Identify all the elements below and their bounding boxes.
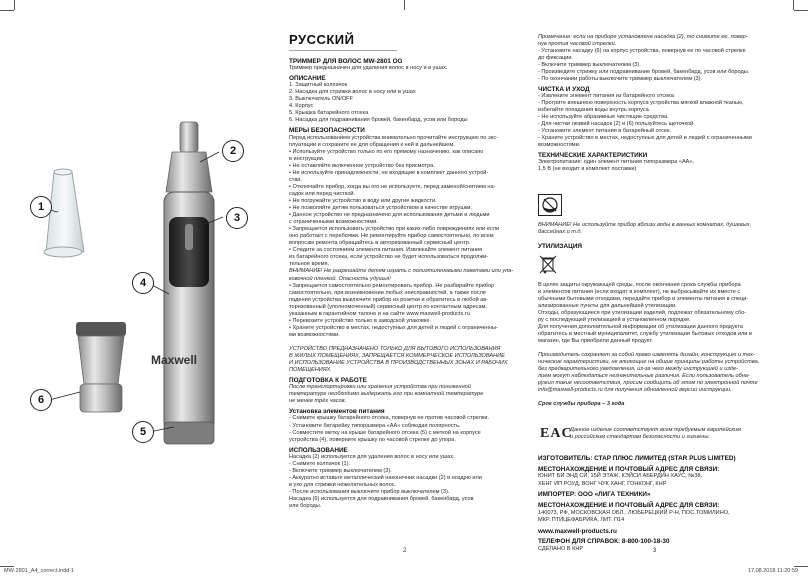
text-line: ЮНИТ БИ ЭНД СИ, 15Й ЭТАЖ, КЭЙСИ АБЕРДИН ХАУС, №38, <box>538 473 703 480</box>
crop-mark <box>0 566 14 567</box>
text-line: указанным в гарантийном талоне и на сайте www.maxwell-products.ru <box>289 310 470 317</box>
text-line: обратитесь в местный муниципалитет, службу утилизации бытовых отходов или в <box>538 331 752 337</box>
text-line: садок или перед чисткой. <box>289 190 356 197</box>
text-line: магазин, где Вы приобрели данный продукт. <box>538 338 653 344</box>
text-line: 5. Крышка батарейного отсека <box>289 110 369 117</box>
text-line: в ухо для стрижки нежелательных волос. <box>289 481 397 488</box>
text-line: • Не погружайте устройство в воду или другие жидкости. <box>289 197 437 204</box>
text-line: Электропитание: один элемент питания типоразмера «AA», <box>538 159 695 165</box>
text-line: - Снимите колпачок (1). <box>289 460 351 467</box>
text-line: • Используйте устройство только по его прямому назначению, как описано <box>289 148 484 155</box>
text-line: ми возможностями. <box>289 331 340 338</box>
notice-line: Производитель сохраняет за собой право изменять дизайн, конструкцию и тех- <box>538 352 755 358</box>
file-name: MW-2801_A4_correct.indd 1 <box>4 568 74 574</box>
text-line: - После использования выключите прибор выключателем (3). <box>289 488 450 495</box>
notice-line: И ИСПОЛЬЗОВАНИЕ УСТРОЙСТВА В ПРОИЗВОДСТВЕННЫХ ЗОНАХ И РАБОЧИХ <box>289 360 508 367</box>
text-line: с ограниченными возможностями. <box>289 219 378 226</box>
notice-line: лием могут наблюдаться незначительные различия. Если пользователь обна- <box>538 373 750 379</box>
text-line: • Запрещается самостоятельно ремонтировать прибор. Не разбирайте прибор <box>289 282 495 289</box>
text-line: - Включите триммер выключателем (3). <box>538 62 641 68</box>
text-line: 4. Корпус <box>289 103 314 110</box>
bath-warning: ВНИМАНИЕ! Не используйте прибор вблизи воды в ванных комнатах, душевых, <box>538 222 752 228</box>
service-life-line: Срок службы прибора – 3 года <box>538 401 625 407</box>
text-line: - Извлеките элемент питания из батарейного отсека <box>538 93 674 99</box>
text-line: 1,5 В (не входит в комплект поставки) <box>538 166 637 172</box>
text-line: Насадка (6) используется для подравнивания бровей, бакенбард, усов <box>289 496 474 502</box>
section-heading: МЕРЫ БЕЗОПАСНОСТИ <box>289 127 365 135</box>
notice-line: температуре необходимо выдержать его при комнатной температуре <box>289 391 484 398</box>
text-line: до фиксации. <box>538 55 574 61</box>
text-line: 3. Выключатель ON/OFF <box>289 96 354 103</box>
text-line: - Установите батарейку типоразмера «AA» соблюдая полярность. <box>289 422 461 429</box>
text-line: торизованный (уполномоченный) сервисный центр по контактным адресам, <box>289 303 487 310</box>
text-line: - Установите насадку (6) на корпус устройства, повернув ее по часовой стрелке <box>538 48 746 54</box>
text-line: самостоятельно, при возникновении любых неисправностей, а также после <box>289 289 486 296</box>
section-heading: ТЕЛЕФОН ДЛЯ СПРАВОК: 8-800-100-18-30 <box>538 538 670 546</box>
notice-line: не менее трёх часов. <box>289 398 347 405</box>
text-line: Триммер предназначен для удаления волос в носу и в ушах. <box>289 65 448 72</box>
text-line: - Снимите крышку батарейного отсека, повернув ее против часовой стрелки. <box>289 415 489 422</box>
text-line: • Не оставляйте включенное устройство без присмотра. <box>289 162 435 169</box>
notice-line: Примечание: если на приборе установлена насадка (2), то снимите ее, повер- <box>538 34 748 40</box>
text-line: и элементов питания (если входят в комплект), не выбрасывайте их вместе с <box>538 289 741 295</box>
text-line: СДЕЛАНО В КНР <box>538 546 584 552</box>
eac-mark: EAC <box>540 426 573 441</box>
text-line: 140073, РФ, МОСКОВСКАЯ ОБЛ., ЛЮБЕРЕЦКИЙ Р-Н, ПОС.ТОМИЛИНО, <box>538 509 730 516</box>
section-heading: ИСПОЛЬЗОВАНИЕ <box>289 446 348 454</box>
disposal-heading: УТИЛИЗАЦИЯ <box>538 243 583 250</box>
callout-5: 5 <box>132 421 154 443</box>
text-line: - Совместите метку на крыше батарейного отсека (5) с меткой на корпусе <box>289 429 481 436</box>
text-line: из батарейного отсека, если устройство не будет использоваться продолжи- <box>289 254 489 261</box>
text-line: падения устройства выключите прибор из розетки и обратитесь в любой ав- <box>289 296 489 303</box>
notice-line: УСТРОЙСТВО ПРЕДНАЗНАЧЕНО ТОЛЬКО ДЛЯ БЫТОВОГО ИСПОЛЬЗОВАНИЯ <box>289 346 501 352</box>
crop-mark <box>14 0 15 10</box>
text-line: • Следите за состоянием элемента питания. Извлекайте элемент питания <box>289 247 483 254</box>
crop-mark <box>794 10 808 11</box>
callout-4: 4 <box>132 272 154 294</box>
text-line: • Отключайте прибор, когда вы его не используете, перед заменой/снятием на- <box>289 183 496 190</box>
section-heading: ЧИСТКА И УХОД <box>538 86 590 93</box>
text-line: вопросам ремонта обращайтесь в авторизованный сервисный центр. <box>289 240 471 247</box>
bath-warning-cont: бассейнах и т.д. <box>538 229 583 235</box>
text-line: ру с последующей утилизацией в установленном порядке. <box>538 317 691 323</box>
text-line: обычными бытовыми отходами, передайте прибор и элементы питания в специ- <box>538 296 749 302</box>
text-line: • Храните устройство в местах, недоступных для детей и людей с ограниченны- <box>289 324 498 331</box>
eac-note: Данное изделие соответствует всем требуемым европейским <box>570 427 741 433</box>
text-line: • Не позволяйте детям пользоваться устройством в качестве игрушки. <box>289 205 472 211</box>
callout-3: 3 <box>226 207 248 229</box>
trimmer-body <box>164 122 214 444</box>
text-line: МКР. ПТИЦЕФАБРИКА, ЛИТ. П14 <box>538 517 625 524</box>
page-number-left: 2 <box>403 548 407 554</box>
callout-6: 6 <box>30 389 52 411</box>
text-line: ХЕНГ ИП РОУД, ВОНГ ЧУК ХАНГ, ГОНКОНГ, КНР <box>538 480 667 487</box>
text-line: - Протрите внешнюю поверхность корпуса устройства мягкой влажной тканью, <box>538 100 744 106</box>
text-line: - Храните устройство в местах, недоступных для детей и людей с ограниченными <box>538 135 752 141</box>
section-heading: ИЗГОТОВИТЕЛЬ: СТАР ПЛЮС ЛИМИТЕД (STAR PLUS LIMITED) <box>538 455 736 462</box>
notice-line: В ЖИЛЫХ ПОМЕЩЕНИЯХ, ЗАПРЕЩАЕТСЯ КОММЕРЧЕСКОЕ ИСПОЛЬЗОВАНИЕ <box>289 353 505 360</box>
eac-note-cont: и российским стандартам безопасности и гигиены. <box>570 434 711 440</box>
text-line: - По окончании работы выключите триммер выключателем (3). <box>538 76 703 82</box>
notice-line: без предварительного уведомления, из-за чего между инструкцией и изде- <box>538 366 738 372</box>
callout-2: 2 <box>222 140 244 162</box>
text-line: Отходы, образующиеся при утилизации изделий, подлежат обязательному сбо- <box>538 310 747 316</box>
page-number-right: 3 <box>653 548 657 554</box>
text-line: - Аккуратно вставьте металлический наконечник насадки (2) в ноздрю или <box>289 474 482 481</box>
text-line: • Данное устройство не предназначено для использования детьми и людьми <box>289 212 490 219</box>
text-line: оно работает с перебоями. Не ремонтируйте прибор самостоятельно, по всем <box>289 233 494 240</box>
notice-line: ВНИМАНИЕ! Не разрешайте детям играть с полиэтиленовыми пакетами или упа- <box>289 268 514 275</box>
text-line: - Для чистки лезвий насадок (2) и (6) пользуйтесь щеточкой. <box>538 121 695 127</box>
crop-mark <box>794 566 808 567</box>
text-line: возможностями. <box>538 142 581 148</box>
notice-line: После транспортировки или хранения устройства при пониженной <box>289 384 471 391</box>
section-heading: МЕСТОНАХОЖДЕНИЕ И ПОЧТОВЫЙ АДРЕС ДЛЯ СВЯЗИ: <box>538 465 720 473</box>
text-line: 6. Насадка для подравнивания бровей, бакенбард, усов или бороды <box>289 117 468 124</box>
text-line: - Не используйте абразивные чистящие средства. <box>538 114 669 120</box>
crop-mark <box>404 0 405 10</box>
text-line: Для получения дополнительной информации об утилизации данного продукта <box>538 324 743 330</box>
text-line: В целях защиты окружающей среды, после окончания срока службы прибора <box>538 282 741 288</box>
text-line: - Произведите стрижку или подравнивание бровей, бакенбард, усов или бороды. <box>538 69 750 75</box>
brow-trim-attachment <box>76 322 126 412</box>
section-heading: ТРИММЕР ДЛЯ ВОЛОС MW-2801 OG <box>289 58 403 65</box>
section-heading: Установка элементов питания <box>289 408 385 416</box>
text-line: в инструкции. <box>289 155 325 162</box>
no-water-icon <box>538 194 562 216</box>
text-line: или бороды. <box>289 503 322 510</box>
print-date: 17.08.2018 11:20:59 <box>747 568 798 574</box>
callout-1: 1 <box>30 196 52 218</box>
notice-line: ковочной пленкой. Опасность удушья! <box>289 275 391 282</box>
notice-line: нув против часовой стрелки. <box>538 41 617 47</box>
language-title: РУССКИЙ <box>289 32 355 47</box>
section-heading: ОПИСАНИЕ <box>289 75 326 83</box>
crop-mark <box>0 10 14 11</box>
text-line: плуатации и сохраните ее для обращения к ней в дальнейшем. <box>289 141 455 148</box>
section-heading: www.maxwell-products.ru <box>538 527 617 535</box>
section-heading: ИМПОРТЕР: ООО «ЛИГА ТЕХНИКИ» <box>538 491 651 499</box>
section-heading: ПОДГОТОВКА К РАБОТЕ <box>289 377 367 385</box>
text-line: - Включите триммер выключателем (3). <box>289 467 392 474</box>
section-heading: МЕСТОНАХОЖДЕНИЕ И ПОЧТОВЫЙ АДРЕС ДЛЯ СВЯЗИ: <box>538 502 720 509</box>
text-line: ства. <box>289 176 302 183</box>
text-line: • Запрещается использовать устройство при каких-либо повреждениях или если <box>289 226 500 233</box>
brand-logo: Maxwell <box>151 353 198 367</box>
text-line: Насадка (2) используется для удаления волос в носу или ушах. <box>289 453 455 460</box>
text-line: устройства (4), поверните крышку по часовой стрелке до упора. <box>289 436 456 443</box>
notice-line: info@maxwell-products.ru для получения обновленной версии инструкции. <box>538 387 732 393</box>
text-line: ализированные пункты для дальнейшей утилизации. <box>538 303 677 309</box>
text-line: избегайте попадания воды внутрь корпуса. <box>538 107 651 113</box>
section-heading: ТЕХНИЧЕСКИЕ ХАРАКТЕРИСТИКИ <box>538 152 648 159</box>
text-line: • Не используйте принадлежности, не входящие в комплект данного устрой- <box>289 169 489 176</box>
wheelie-bin-crossed-icon <box>538 253 558 275</box>
title-rule <box>289 50 397 51</box>
notice-line: ПОМЕЩЕНИЯХ. <box>289 367 332 374</box>
text-line: • Перевозите устройство только в заводской упаковке. <box>289 317 432 324</box>
text-line: тельное время. <box>289 261 330 268</box>
crop-mark <box>793 0 794 10</box>
text-line: 1. Защитный колпачок <box>289 82 348 89</box>
notice-line: нические характеристики, не влияющие на общие принципы работы устройства, <box>538 359 760 365</box>
text-line: Перед использованием устройства внимательно прочитайте инструкцию по экс- <box>289 134 498 141</box>
notice-line: ружил такие несоответствия, просим сообщить об этом по электронной почте <box>538 380 758 386</box>
text-line: 2. Насадка для стрижки волос в носу или в ушах <box>289 89 416 96</box>
text-line: - Установите элемент питания в батарейный отсек. <box>538 128 672 134</box>
